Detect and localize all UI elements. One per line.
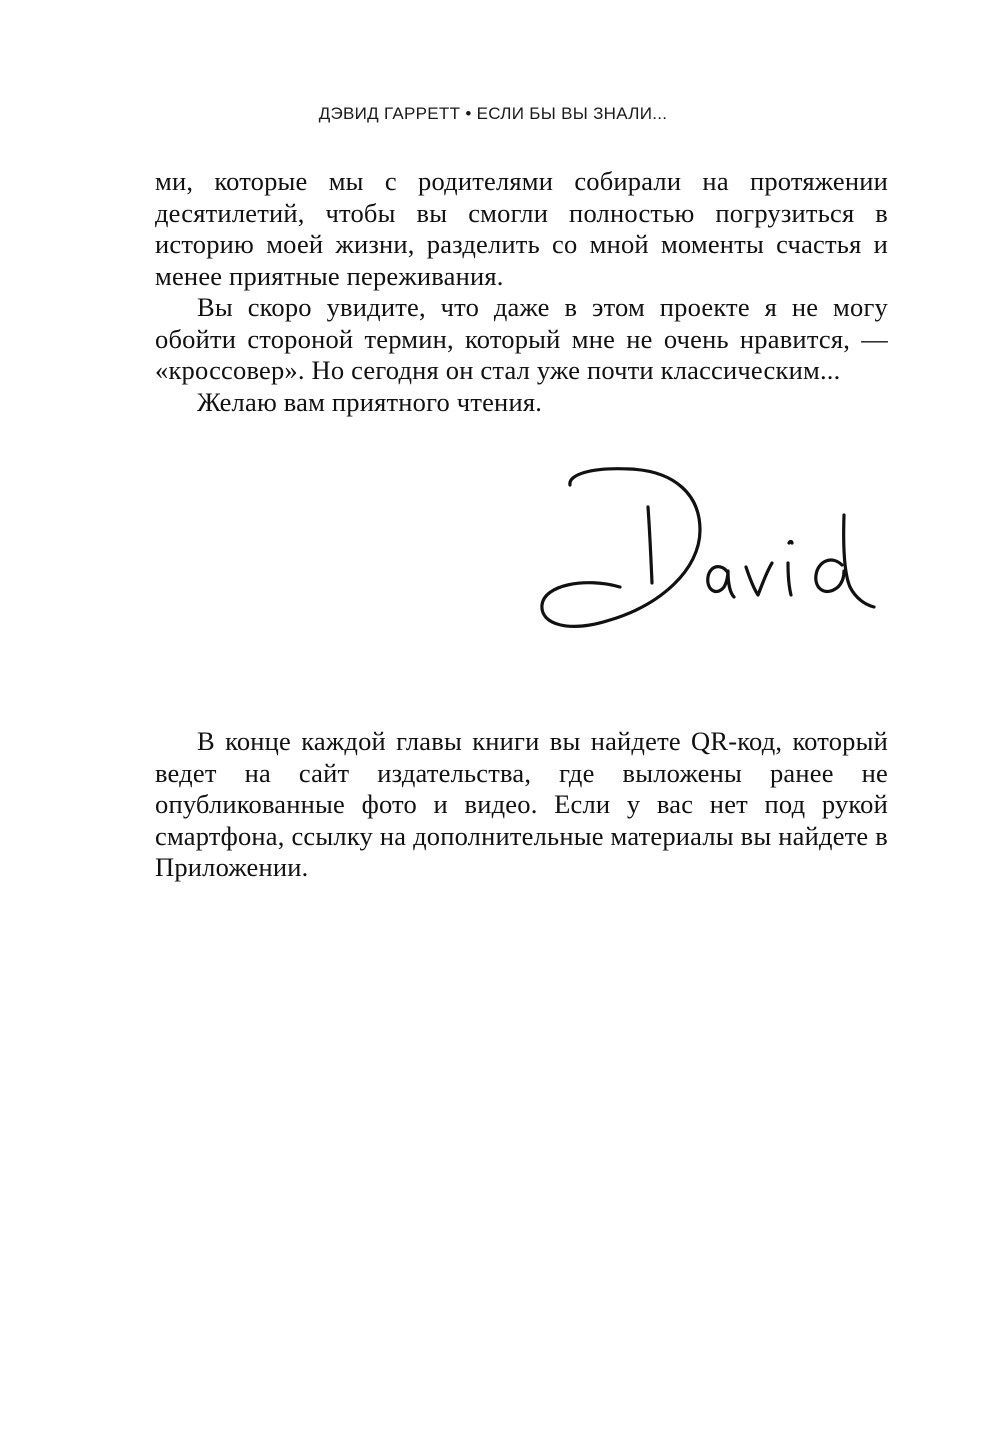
qr-note <box>155 726 888 884</box>
paragraph-continued: ми, которые мы с родителями собирали на протяжении десятилетий, чтобы вы смогли полностью погрузиться в историю моей жизни, разделить со мной моменты счастья и менее приятные переживания. <box>155 166 888 291</box>
signature-image <box>530 455 890 645</box>
paragraph-qr-note: В конце каждой главы книги вы найдете QR-код, который ведет на сайт издательства, где выложены ранее не опубликованные фото и видео. Если у вас нет под рукой смартфона, ссылку на дополнительные материалы вы найдете в Приложении. <box>155 726 888 882</box>
main-text <box>155 166 888 418</box>
paragraph-wish: Желаю вам приятного чтения. <box>197 386 543 417</box>
paragraph-crossover: Вы скоро увидите, что даже в этом проекте я не могу обойти стороной термин, который мне не очень нравится, — «кроссовер». Но сегодня он стал уже почти классическим... <box>155 292 888 385</box>
running-head: ДЭВИД ГАРРЕТТ • ЕСЛИ БЫ ВЫ ЗНАЛИ... <box>318 104 668 123</box>
